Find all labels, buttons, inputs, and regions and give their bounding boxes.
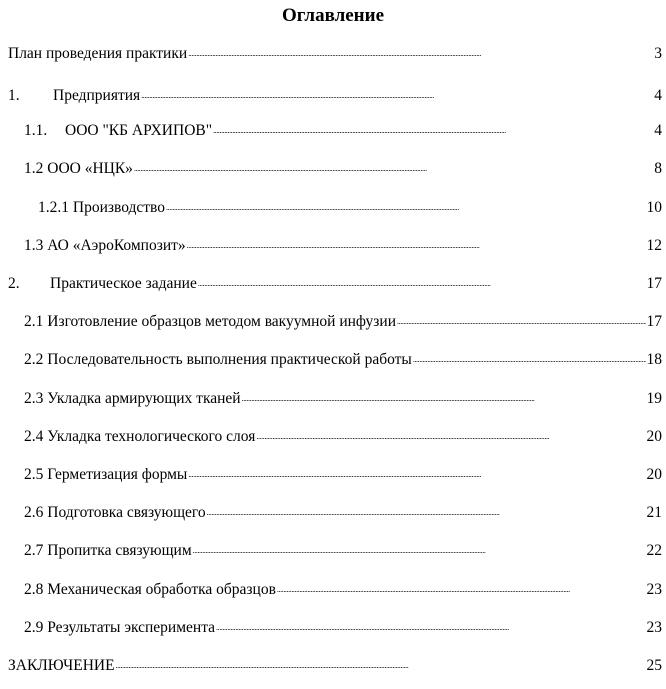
toc-leader-dots — [397, 312, 645, 332]
toc-entry[interactable] — [24, 541, 662, 561]
toc-page-number: 4 — [654, 122, 662, 139]
toc-page-number: 23 — [646, 581, 662, 598]
toc-entry[interactable] — [24, 618, 662, 638]
toc-page-number: 17 — [646, 313, 662, 330]
toc-entry[interactable] — [24, 503, 662, 523]
toc-entry-text: ЗАКЛЮЧЕНИЕ — [8, 657, 115, 674]
toc-entry-text: 2.7 Пропитка связующим — [24, 542, 192, 559]
toc-leader-dots — [213, 121, 651, 141]
toc-page-number: 10 — [646, 199, 662, 216]
toc-entry[interactable] — [24, 389, 662, 409]
toc-entry-text: ООО "КБ АРХИПОВ" — [65, 122, 213, 139]
toc-entry[interactable] — [24, 312, 662, 332]
toc-entry[interactable] — [8, 86, 662, 106]
toc-entry-text: План проведения практики — [8, 45, 188, 62]
toc-page-number: 20 — [646, 466, 662, 483]
toc-entry[interactable] — [8, 274, 662, 294]
toc-entry-text: Предприятия — [53, 87, 141, 104]
toc-entry[interactable] — [24, 427, 662, 447]
toc-entry[interactable] — [24, 465, 662, 485]
toc-entry[interactable] — [24, 236, 662, 256]
toc-entry-number: 2. — [8, 275, 20, 292]
toc-page-number: 8 — [654, 160, 662, 177]
toc-leader-dots — [216, 618, 645, 638]
toc-entry-text: 2.3 Укладка армирующих тканей — [24, 390, 241, 407]
toc-leader-dots — [187, 236, 646, 256]
toc-entry-text: Практическое задание — [50, 275, 197, 292]
toc-entry-text: 2.4 Укладка технологического слоя — [24, 428, 256, 445]
toc-entry[interactable] — [24, 580, 662, 600]
toc-entry-text: 2.1 Изготовление образцов методом вакуумной инфузии — [24, 313, 397, 330]
toc-page-number: 22 — [646, 542, 662, 559]
toc-entry[interactable] — [38, 198, 662, 218]
toc-leader-dots — [116, 656, 646, 676]
toc-leader-dots — [141, 86, 651, 106]
toc-page-number: 25 — [646, 657, 662, 674]
toc-leader-dots — [198, 274, 646, 294]
toc-leader-dots — [242, 389, 646, 409]
toc-leader-dots — [277, 580, 646, 600]
toc-leader-dots — [166, 198, 645, 218]
toc-entry-text: 1.2.1 Производство — [38, 199, 166, 216]
toc-leader-dots — [413, 350, 646, 370]
toc-entry-text: 2.9 Результаты эксперимента — [24, 619, 216, 636]
toc-entry[interactable] — [24, 159, 662, 179]
toc-page-number: 18 — [646, 351, 662, 368]
toc-entry[interactable] — [24, 350, 662, 370]
toc-leader-dots — [188, 465, 645, 485]
toc-entry[interactable] — [24, 121, 662, 141]
toc-entry-number: 1. — [8, 87, 20, 104]
toc-entry-text: 2.6 Подготовка связующего — [24, 504, 206, 521]
toc-entry-text: 2.2 Последовательность выполнения практической работы — [24, 351, 412, 368]
toc-entry-text: 1.3 АО «АэроКомпозит» — [24, 237, 186, 254]
toc-page-number: 23 — [646, 619, 662, 636]
toc-entry-text: 2.5 Герметизация формы — [24, 466, 188, 483]
toc-page-number: 21 — [646, 504, 662, 521]
toc-page-number: 19 — [646, 390, 662, 407]
toc-page-number: 17 — [646, 275, 662, 292]
toc-page-number: 3 — [654, 45, 662, 62]
toc-page-number: 12 — [646, 237, 662, 254]
toc-page-number: 20 — [646, 428, 662, 445]
toc-entry-text: 1.2 ООО «НЦК» — [24, 160, 133, 177]
toc-leader-dots — [188, 44, 651, 64]
toc-title: Оглавление — [281, 5, 385, 26]
toc-entry-text: 2.8 Механическая обработка образцов — [24, 581, 276, 598]
toc-page-number: 4 — [654, 87, 662, 104]
toc-leader-dots — [207, 503, 646, 523]
toc-leader-dots — [193, 541, 646, 561]
toc-entry-number: 1.1. — [24, 122, 48, 139]
toc-leader-dots — [134, 159, 651, 179]
toc-entry[interactable] — [8, 656, 662, 676]
toc-entry[interactable] — [8, 44, 662, 64]
toc-leader-dots — [256, 427, 645, 447]
